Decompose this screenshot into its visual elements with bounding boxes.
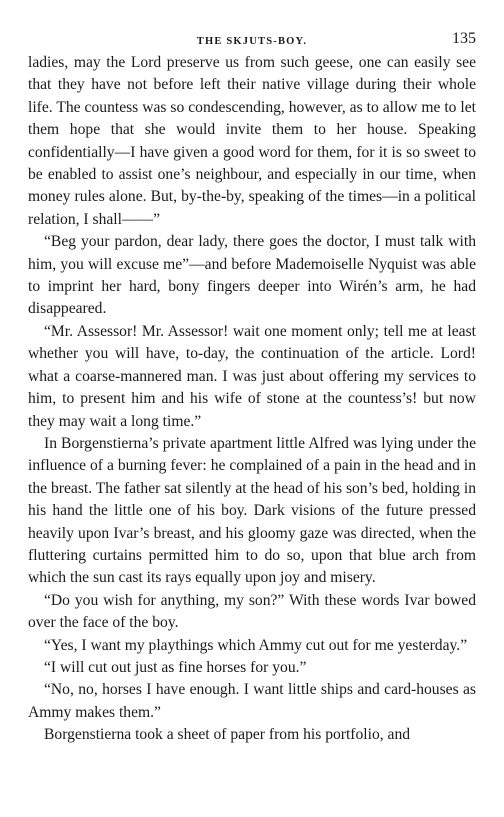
paragraph-alfred: In Borgenstierna’s private apartment little Alfred was lying under the influence of a burning fever: he complained of a pain in the head and in the breast. The father sat silently at the head of his son’s bed, holding in his hand the little one of his boy. Dark visions of the future pressed heavily upon Ivar’s breast, and his gloomy gaze was directed, when the fluttering curtains permitted him to do so, upon that blue arch from which the sun cast its rays equally upon joy and misery. [28, 434, 476, 587]
paragraph-continuation: ladies, may the Lord preserve us from such geese, one can easily see that they have not before left their native village during their whole life. The countess was so condescending, however, as to allow me to let them hope that she would invite them to her house. Speaking confidentially—I have given a good word for them, for it is so sweet to be enabled to assist one’s neighbour, and especially in our time, when money rules alone. But, by-the-by, speaking of the times—in a political relation, I shall——” [28, 54, 476, 228]
book-page [28, 28, 476, 747]
paragraph-portfolio: Borgenstierna took a sheet of paper from his portfolio, and [44, 726, 411, 744]
body-text [28, 52, 476, 747]
paragraph-horses: “I will cut out just as fine horses for you.” [44, 658, 307, 676]
paragraph-question: “Do you wish for anything, my son?” With these words Ivar bowed over the face of the boy. [28, 591, 476, 632]
paragraph-playthings: “Yes, I want my playthings which Ammy cut out for me yesterday.” [44, 636, 468, 654]
paragraph-assessor: “Mr. Assessor! Mr. Assessor! wait one moment only; tell me at least whether you will have, to-day, the continuation of the article. Lord! what a coarse-mannered man. I was just about offering my services to him, to present him and his wife of stone at the countess’s! but now they may wait a long time.” [28, 322, 476, 430]
paragraph-doctor: “Beg your pardon, dear lady, there goes the doctor, I must talk with him, you will excuse me”—and before Mademoiselle Nyquist was able to imprint her hard, bony fingers deeper into Wirén’s arm, he had disappeared. [28, 233, 476, 318]
page-number: 135 [452, 30, 476, 47]
paragraph-ships: “No, no, horses I have enough. I want little ships and card-houses as Ammy makes them.” [28, 681, 476, 721]
running-title: THE SKJUTS-BOY. [196, 36, 308, 47]
running-head [28, 28, 476, 50]
